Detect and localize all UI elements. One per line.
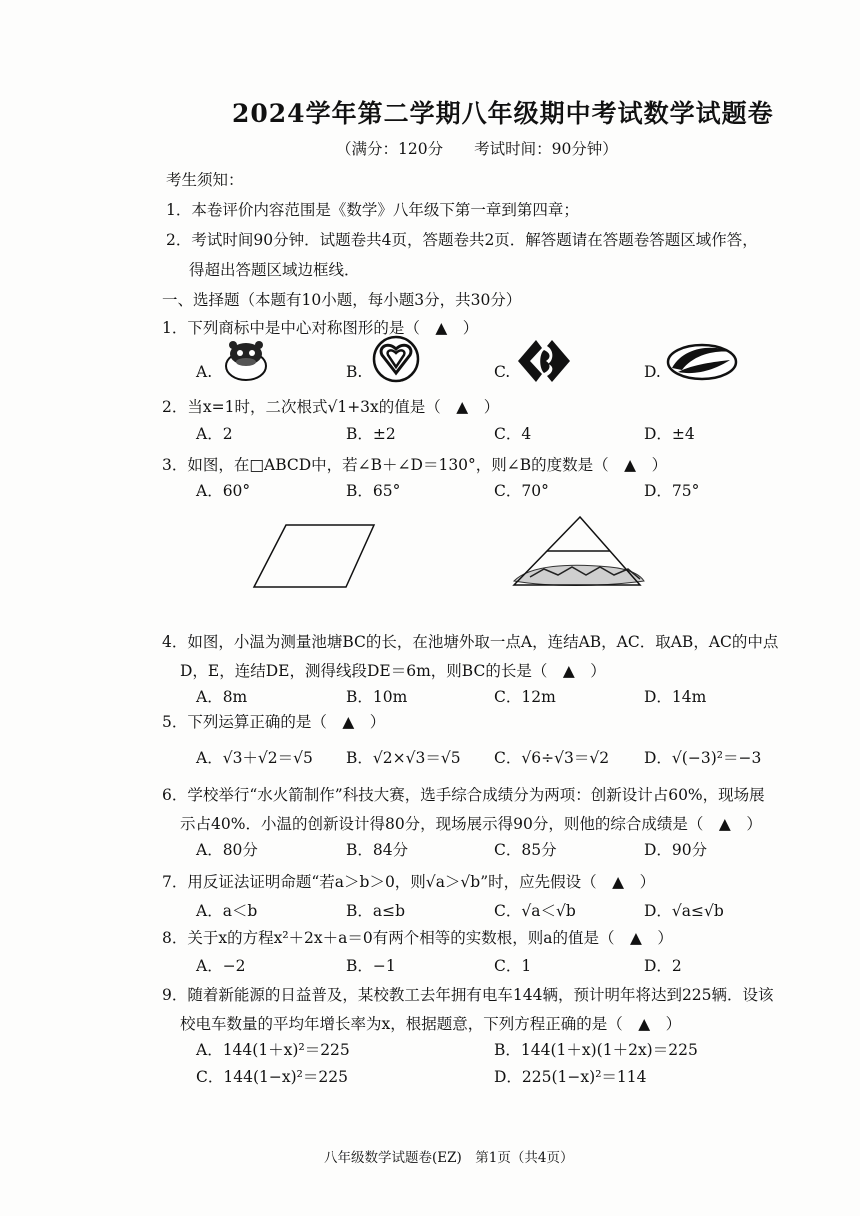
- hippo-logo-icon: [222, 340, 270, 382]
- q6-option-a: A．80分: [196, 841, 258, 859]
- q7-option-c: C．√a＜√b: [494, 902, 576, 920]
- q6-option-d: D．90分: [644, 841, 708, 859]
- q7-option-d: D．√a≤√b: [644, 902, 724, 920]
- q4-option-d: D．14m: [644, 688, 707, 706]
- section-heading: 一、选择题（本题有10小题，每小题3分，共30分）: [162, 291, 522, 309]
- q8-option-c: C．1: [494, 957, 532, 975]
- q2-option-d: D．±4: [644, 425, 695, 443]
- q6-option-b: B．84分: [346, 841, 409, 859]
- page-footer: 八年级数学试题卷(EZ) 第1页（共4页）: [324, 1150, 574, 1166]
- q6-option-c: C．85分: [494, 841, 557, 859]
- q2-option-c: C．4: [494, 425, 532, 443]
- q4-option-c: C．12m: [494, 688, 556, 706]
- q9-option-b: B．144(1＋x)(1＋2x)＝225: [494, 1041, 698, 1059]
- question-4-stem: 4．如图，小温为测量池塘BC的长，在池塘外取一点A，连结AB，AC．取AB，AC的中点: [162, 633, 779, 651]
- q4-option-b: B．10m: [346, 688, 408, 706]
- q5-option-d: D．√(−3)²＝−3: [644, 749, 762, 767]
- q1-option-a: A.: [196, 363, 213, 381]
- q9-option-c: C．144(1−x)²＝225: [196, 1068, 348, 1086]
- q2-option-a: A．2: [196, 425, 233, 443]
- q3-option-b: B．65°: [346, 482, 401, 500]
- q4-option-a: A．8m: [196, 688, 248, 706]
- heart-shield-logo-icon: [372, 335, 420, 383]
- question-7-stem: 7．用反证法证明命题“若a＞b＞0，则√a＞√b”时，应先假设（ ▲ ）: [162, 873, 656, 891]
- q1-option-d: D.: [644, 363, 661, 381]
- q5-option-a: A．√3＋√2＝√5: [196, 749, 313, 767]
- notice-heading: 考生须知：: [166, 171, 244, 189]
- carrefour-logo-icon: [514, 338, 574, 384]
- question-8-stem: 8．关于x的方程x²＋2x＋a＝0有两个相等的实数根，则a的值是（ ▲ ）: [162, 929, 673, 947]
- q8-option-d: D．2: [644, 957, 682, 975]
- question-9-stem: 9．随着新能源的日益普及，某校教工去年拥有电车144辆，预计明年将达到225辆．设该: [162, 986, 774, 1004]
- q7-option-b: B．a≤b: [346, 902, 406, 920]
- leaf-swirl-logo-icon: [664, 342, 740, 382]
- q9-option-d: D．225(1−x)²＝114: [494, 1068, 647, 1086]
- question-3-stem: 3．如图，在□ABCD中，若∠B＋∠D＝130°，则∠B的度数是（ ▲ ）: [162, 456, 668, 474]
- q3-option-a: A．60°: [196, 482, 251, 500]
- question-4-stem-cont: D，E，连结DE，测得线段DE＝6m，则BC的长是（ ▲ ）: [180, 662, 606, 680]
- q1-option-b: B.: [346, 363, 363, 381]
- q5-option-b: B．√2×√3＝√5: [346, 749, 461, 767]
- exam-info: （满分：120分 考试时间：90分钟）: [336, 140, 618, 158]
- q1-option-c: C.: [494, 363, 511, 381]
- q3-option-d: D．75°: [644, 482, 700, 500]
- notice-item: 得超出答题区域边框线．: [189, 261, 360, 279]
- notice-item: 1．本卷评价内容范围是《数学》八年级下第一章到第四章；: [166, 201, 579, 219]
- q7-option-a: A．a＜b: [196, 902, 258, 920]
- q2-option-b: B．±2: [346, 425, 396, 443]
- question-9-stem-cont: 校电车数量的平均年增长率为x，根据题意，下列方程正确的是（ ▲ ）: [180, 1015, 682, 1033]
- page-title: 2024学年第二学期八年级期中考试数学试题卷: [232, 99, 774, 128]
- q5-option-c: C．√6÷√3＝√2: [494, 749, 610, 767]
- question-2-stem: 2．当x=1时，二次根式√1+3x的值是（ ▲ ）: [162, 398, 500, 416]
- figure-4-triangle: [500, 505, 670, 605]
- figure-3-parallelogram: [230, 505, 400, 605]
- q8-option-a: A．−2: [196, 957, 246, 975]
- q9-option-a: A．144(1＋x)²＝225: [196, 1041, 350, 1059]
- notice-item: 2．考试时间90分钟．试题卷共4页，答题卷共2页．解答题请在答题卷答题区域作答，: [166, 231, 758, 249]
- question-6-stem: 6．学校举行“水火箭制作”科技大赛，选手综合成绩分为两项：创新设计占60%，现场展: [162, 786, 765, 804]
- q3-option-c: C．70°: [494, 482, 549, 500]
- question-1-stem: 1．下列商标中是中心对称图形的是（ ▲ ）: [162, 319, 479, 337]
- q8-option-b: B．−1: [346, 957, 396, 975]
- question-6-stem-cont: 示占40%．小温的创新设计得80分，现场展示得90分，则他的综合成绩是（ ▲ ）: [180, 815, 762, 833]
- question-5-stem: 5．下列运算正确的是（ ▲ ）: [162, 713, 386, 731]
